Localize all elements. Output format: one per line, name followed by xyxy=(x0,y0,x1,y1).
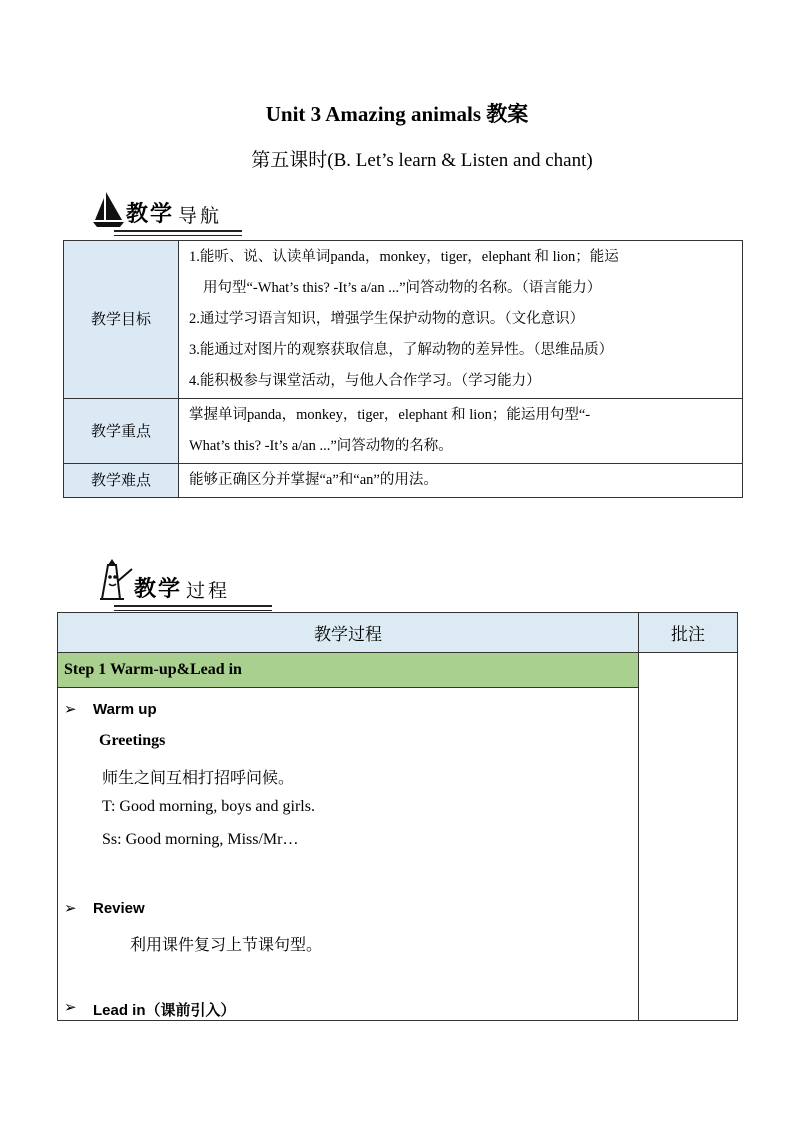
row-label: 教学目标 xyxy=(64,241,179,399)
content-line: What’s this? -It’s a/an ...”问答动物的名称。 xyxy=(189,438,453,454)
document-title: Unit 3 Amazing animals 教案 xyxy=(265,102,529,126)
content-line: 3.能通过对图片的观察获取信息，了解动物的差异性。（思维品质） xyxy=(189,342,614,358)
process-column-header: 教学过程 xyxy=(58,613,639,653)
row-content xyxy=(179,241,743,399)
content-line: 1.能听、说、认读单词panda，monkey，tiger，elephant 和 lion；能运 xyxy=(189,249,619,265)
notes-cell xyxy=(639,653,738,1021)
bullet-arrow-icon: ➢ xyxy=(64,700,77,718)
bullet-arrow-icon: ➢ xyxy=(64,899,77,917)
objectives-row xyxy=(64,241,743,399)
key-points-row xyxy=(64,399,743,464)
row-label: 教学难点 xyxy=(64,464,179,498)
difficulties-row xyxy=(64,464,743,498)
banner-small-text: 过程 xyxy=(186,580,231,602)
pencil-mascot-icon xyxy=(92,559,134,603)
banner-small-text: 导航 xyxy=(178,205,223,227)
notes-column-header: 批注 xyxy=(639,613,738,653)
content-line: 掌握单词panda，monkey，tiger，elephant 和 lion；能运用句型“- xyxy=(189,407,591,423)
step-body xyxy=(58,688,639,1021)
banner-underline xyxy=(114,605,272,607)
step-title: Step 1 Warm-up&Lead in xyxy=(58,653,639,688)
leadin-label: Lead in（课前引入） xyxy=(93,1002,236,1019)
greet-line: 师生之间互相打招呼问候。 xyxy=(102,770,295,787)
review-line: 利用课件复习上节课句型。 xyxy=(130,937,323,954)
banner-underline-thin xyxy=(114,610,272,611)
document-subtitle: 第五课时(B. Let’s learn & Listen and chant) xyxy=(251,150,593,171)
content-line: 能够正确区分并掌握“a”和“an”的用法。 xyxy=(189,472,438,488)
greet-line: Ss: Good morning, Miss/Mr… xyxy=(102,831,299,848)
teaching-process-banner xyxy=(92,563,272,603)
teaching-nav-banner xyxy=(92,188,242,228)
process-table xyxy=(57,612,738,1021)
objectives-table xyxy=(63,240,743,498)
content-line: 用句型“-What’s this? -It’s a/an ...”问答动物的名称。（语言能力） xyxy=(203,280,602,296)
banner-underline xyxy=(114,230,242,232)
review-label: Review xyxy=(93,900,145,917)
content-line: 2.通过学习语言知识，增强学生保护动物的意识。（文化意识） xyxy=(189,311,585,327)
banner-big-text: 教学 xyxy=(126,202,175,227)
greetings-label: Greetings xyxy=(99,732,166,749)
row-content xyxy=(179,399,743,464)
bullet-arrow-icon: ➢ xyxy=(64,998,77,1016)
warmup-label: Warm up xyxy=(93,701,157,718)
greet-line: T: Good morning, boys and girls. xyxy=(102,798,315,815)
content-line: 4.能积极参与课堂活动，与他人合作学习。（学习能力） xyxy=(189,373,541,389)
banner-big-text: 教学 xyxy=(134,577,183,602)
sailboat-icon xyxy=(92,190,126,228)
row-content xyxy=(179,464,743,498)
banner-underline-thin xyxy=(114,235,242,236)
row-label: 教学重点 xyxy=(64,399,179,464)
